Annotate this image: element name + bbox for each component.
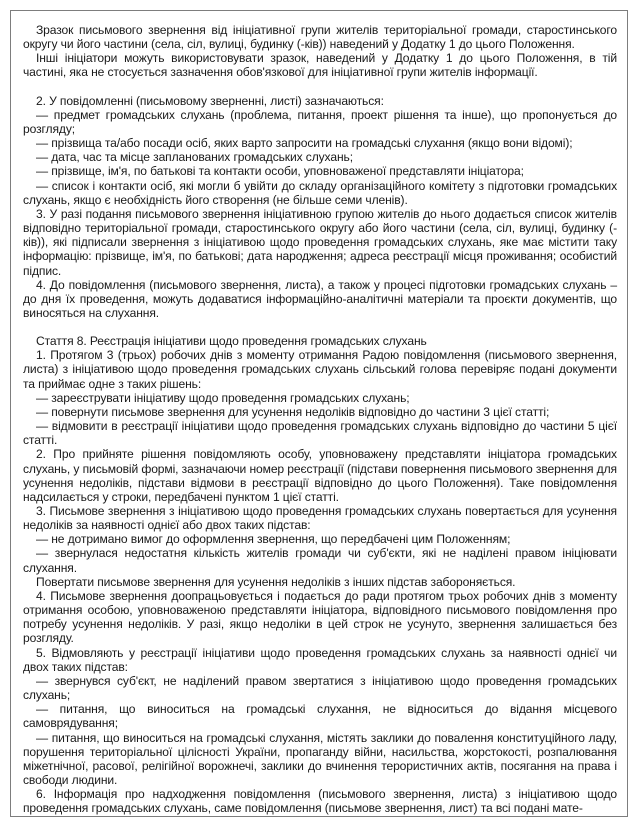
paragraph: — звернулася недостатня кількість жителів громади чи суб'єкти, які не наділені правом ініціювати слухання. bbox=[23, 546, 617, 575]
paragraph-spacer bbox=[23, 80, 617, 94]
paragraph: 4. Письмове звернення доопрацьовується і подається до ради протягом трьох робочих днів з моменту отримання особою, уповноваженою представляти ініціатора, відповідного письмового повідомлення про потребу усунення недоліків. У разі, якщо недоліки в цей строк не усунуто, звернення залишається без розгляду. bbox=[23, 588, 617, 646]
document-page bbox=[10, 10, 628, 817]
paragraph: — прізвища та/або посади осіб, яких варто запросити на громадські слухання (якщо вони відомі); bbox=[36, 136, 573, 151]
paragraph: — повернути письмове звернення для усунення недоліків відповідно до частини 3 цієї статті; bbox=[36, 404, 550, 419]
paragraph: Зразок письмового звернення від ініціативної групи жителів територіальної громади, старостинського округу чи його частини (села, сіл, вулиці, будинку (-ків)) наведений у Додатку 1 до цього Положення. bbox=[23, 23, 617, 52]
paragraph: — список і контакти осіб, які могли б увійти до складу організаційного комітету з підготовки громадських слухань, якщо є необхідність його створення (не більше семи членів). bbox=[23, 178, 617, 207]
paragraph: — зареєструвати ініціативу щодо проведення громадських слухань; bbox=[36, 390, 410, 405]
paragraph: 3. У разі подання письмового звернення ініціативною групою жителів до нього додається список жителів відповідно територіальної громади, старостинського округу або його частини (села, сіл, вулиці, будинку (-ків)), які підписали звернення з ініціативою щодо проведення громадських слухань, яке має містити таку інформацію: прізвище, ім'я, по батькові; дата народження; адреса реєстрації місця проживання; особистий підпис. bbox=[23, 206, 617, 278]
paragraph: 3. Письмове звернення з ініціативою щодо проведення громадських слухань повертається для усунення недоліків за наявності однієї або двох таких підстав: bbox=[23, 504, 617, 533]
paragraph: — питання, що виноситься на громадські слухання, не відноситься до відання місцевого самоврядування; bbox=[23, 702, 617, 731]
article-heading: Стаття 8. Реєстрація ініціативи щодо проведення громадських слухань bbox=[36, 334, 427, 349]
paragraph: — предмет громадських слухань (проблема, питання, проект рішення та інше), що пропонується до розгляду; bbox=[23, 107, 617, 136]
paragraph: — не дотримано вимог до оформлення звернення, що передбачені цим Положенням; bbox=[36, 532, 511, 547]
paragraph: — прізвище, ім'я, по батькові та контакти особи, уповноваженої представляти ініціатора; bbox=[36, 164, 524, 179]
paragraph: 2. Про прийняте рішення повідомляють особу, уповноважену представляти ініціатора громадських слухань, у письмовій формі, зазначаючи номер реєстрації (підстави повернення письмового звернення для усунення недоліків, підстави відмови в реєстрації відповідно до цього Положення). Таке повідомлення надсилається у строки, передбачені пунктом 1 цієї статті. bbox=[23, 447, 617, 504]
paragraph: — дата, час та місце запланованих громадських слухань; bbox=[36, 150, 353, 165]
paragraph: 5. Відмовляють у реєстрації ініціативи щодо проведення громадських слухань за наявності однієї чи двох таких підстав: bbox=[23, 645, 617, 674]
paragraph: 1. Протягом 3 (трьох) робочих днів з моменту отримання Радою повідомлення (письмового звернення, листа) з ініціативою щодо проведення громадських слухань сільський голова перевіряє подані документи та приймає одне з таких рішень: bbox=[23, 348, 617, 391]
paragraph: Інші ініціатори можуть використовувати зразок, наведений у Додатку 1 до цього Положення, в тій частині, яка не стосується зазначення обов'язкової для ініціативної групи жителів інформації. bbox=[23, 51, 617, 80]
paragraph-spacer bbox=[23, 320, 617, 334]
paragraph: 2. У повідомленні (письмовому зверненні, листі) зазначаються: bbox=[36, 93, 384, 108]
paragraph: 4. До повідомлення (письмового звернення, листа), а також у процесі підготовки громадських слухань – до дня їх проведення, можуть додаватися інформаційно-аналітичні матеріали та проєкти документів, що виносяться на слухання. bbox=[23, 277, 617, 320]
document-body bbox=[23, 23, 617, 815]
paragraph: — звернувся суб'єкт, не наділений правом звертатися з ініціативою щодо проведення громадських слухань; bbox=[23, 673, 617, 703]
paragraph: — відмовити в реєстрації ініціативи щодо проведення громадських слухань відповідно до частини 5 цієї статті. bbox=[23, 419, 617, 448]
paragraph: — питання, що виноситься на громадські слухання, містять заклики до повалення конституційного ладу, порушення територіальної цілісності України, пропаганду війни, насильства, жорстокості, розпалювання міжетнічної, расової, релігійної ворожнечі, заклики до вчинення терористичних актів, посягання на права і свободи людини. bbox=[23, 730, 617, 787]
paragraph: Повертати письмове звернення для усунення недоліків з інших підстав забороняється. bbox=[36, 574, 516, 589]
paragraph: 6. Інформація про надходження повідомлення (письмового звернення, листа) з ініціативою щодо проведення громадських слухань, саме повідомлення (письмове звернення, лист) та всі подані мате- bbox=[23, 787, 617, 816]
